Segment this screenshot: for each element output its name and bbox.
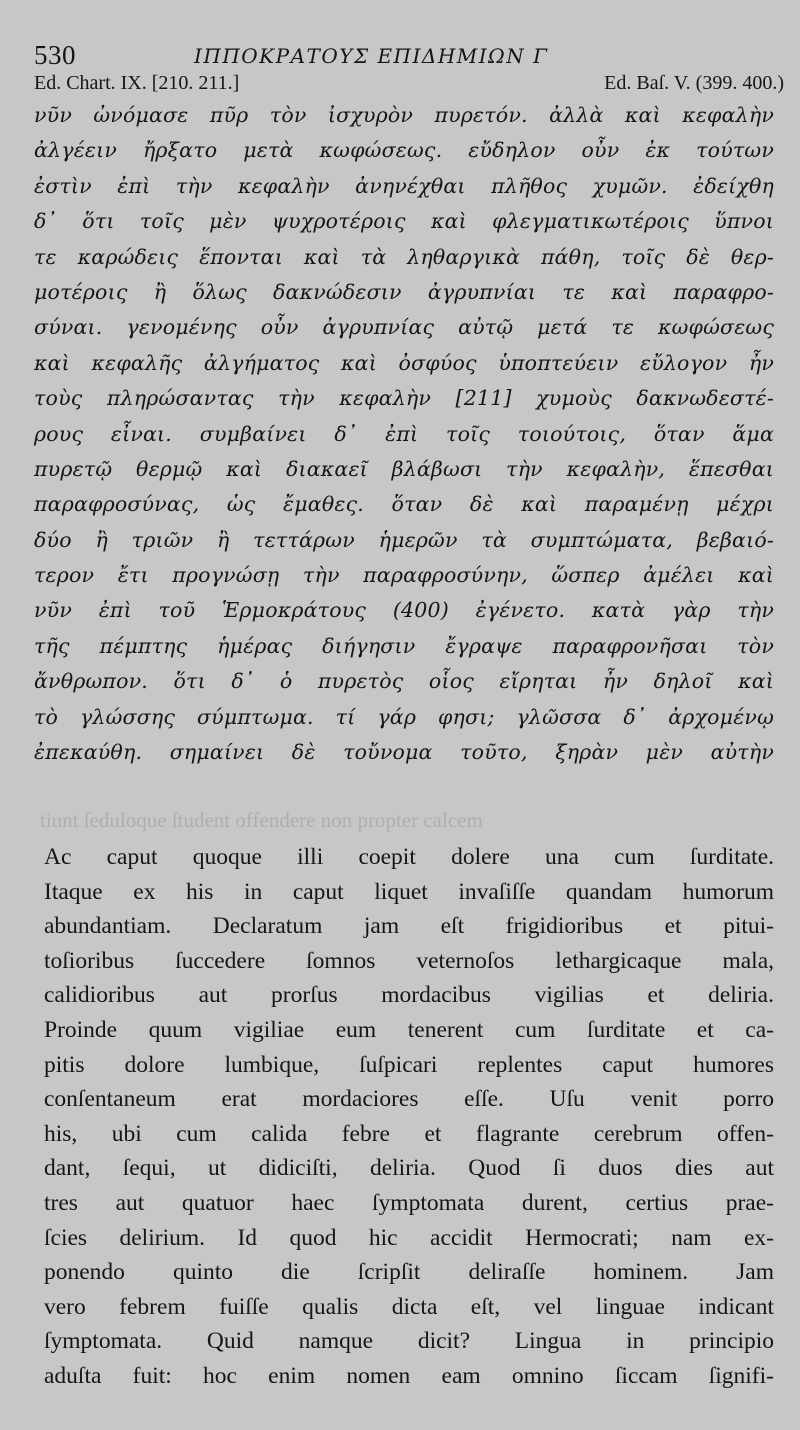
greek-text-line: ρους εἶναι. συμβαίνει δ᾽ ἐπὶ τοῖς τοιούτοις, ὅταν ἅμα [34, 421, 774, 446]
greek-text-column [34, 98, 774, 770]
latin-text-line: his, ubi cum calida febre et flagrante cerebrum offen- [44, 1120, 774, 1147]
greek-text-line: πυρετῷ θερμῷ καὶ διακαεῖ βλάβωσι τὴν κεφαλὴν, ἕπεσθαι [34, 456, 774, 481]
greek-text-line: ἐπεκαύθη. σημαίνει δὲ τοὔνομα τοῦτο, ξηρὰν μὲν αὐτὴν [34, 740, 774, 765]
latin-text-column [44, 840, 774, 1394]
greek-text-line: τῆς πέμπτης ἡμέρας διήγησιν ἔγραψε παραφρονῆσαι τὸν [34, 633, 774, 658]
latin-text-line: abundantiam. Declaratum jam eſt frigidioribus et pitui- [44, 913, 774, 940]
page-number: 530 [34, 40, 76, 70]
greek-text-line: τοὺς πληρώσαντας τὴν κεφαλὴν [211] χυμοὺς δακνωδεστέ- [34, 386, 774, 411]
latin-text-line: ſcies delirium. Id quod hic accidit Hermocrati; nam ex- [44, 1224, 774, 1251]
page-header [34, 40, 774, 70]
latin-text-line: toſioribus ſuccedere ſomnos veternoſos lethargicaque mala, [44, 947, 774, 974]
greek-text-line: παραφροσύνας, ὡς ἔμαθες. ὅταν δὲ καὶ παραμένῃ μέχρι [34, 492, 774, 517]
edition-basel-reference: Ed. Baſ. V. (399. 400.) [604, 72, 784, 94]
bleed-through-text: tiunt ſeduloque ſtudent offendere non propter calcem [40, 808, 483, 832]
greek-text-line: νῦν ὠνόμασε πῦρ τὸν ἰσχυρὸν πυρετόν. ἀλλὰ καὶ κεφαλὴν [34, 103, 774, 127]
latin-text-line: Itaque ex his in caput liquet invaſiſſe quandam humorum [44, 878, 774, 905]
latin-text-line: pitis dolore lumbique, ſuſpicari replentes caput humores [44, 1051, 774, 1078]
greek-text-line: τὸ γλώσσης σύμπτωμα. τί γάρ φησι; γλῶσσα δ᾽ ἀρχομένῳ [34, 704, 774, 729]
greek-text-line: δ᾽ ὅτι τοῖς μὲν ψυχροτέροις καὶ φλεγματικωτέροις ὕπνοι [34, 209, 774, 234]
latin-text-line: aduſta fuit: hoc enim nomen eam omnino ſiccam ſignifi- [44, 1362, 774, 1389]
latin-text-line: conſentaneum erat mordaciores eſſe. Uſu venit porro [44, 1086, 774, 1113]
latin-text-line: vero febrem fuiſſe qualis dicta eſt, vel linguae indicant [44, 1293, 774, 1320]
latin-text-line: Ac caput quoque illi coepit dolere una cum ſurditate. [44, 844, 774, 870]
latin-text-line: ponendo quinto die ſcripſit deliraſſe hominem. Jam [44, 1259, 774, 1286]
edition-references [34, 72, 784, 100]
greek-text-line: τερον ἔτι προγνώσῃ τὴν παραφροσύνην, ὥσπερ ἀμέλει καὶ [34, 563, 774, 588]
greek-text-line: καὶ κεφαλῆς ἀλγήματος καὶ ὀσφύος ὑποπτεύειν εὔλογον ἦν [34, 350, 774, 375]
greek-text-line: μοτέροις ἢ ὅλως δακνώδεσιν ἀγρυπνίαι τε καὶ παραφρο- [34, 279, 774, 304]
greek-text-line: ἐστὶν ἐπὶ τὴν κεφαλὴν ἀνηνέχθαι πλῆθος χυμῶν. ἐδείχθη [34, 173, 774, 198]
greek-text-line: ἀλγέειν ἤρξατο μετὰ κωφώσεως. εὔδηλον οὖν ἐκ τούτων [34, 138, 774, 163]
latin-text-line: dant, ſequi, ut didiciſti, deliria. Quod ſi duos dies aut [44, 1155, 774, 1182]
latin-text-line: Proinde quum vigiliae eum tenerent cum ſurditate et ca- [44, 1016, 774, 1043]
greek-text-line: δύο ἢ τριῶν ἢ τεττάρων ἡμερῶν τὰ συμπτώματα, βεβαιό- [34, 527, 774, 552]
latin-text-line: tres aut quatuor haec ſymptomata durent, certius prae- [44, 1189, 774, 1216]
running-title: ΙΠΠΟΚΡΑΤΟΥΣ ΕΠΙΔΗΜΙΩΝ Γ [194, 44, 549, 68]
greek-text-line: νῦν ἐπὶ τοῦ Ἑρμοκράτους (400) ἐγένετο. κατὰ γὰρ τὴν [34, 598, 774, 623]
latin-text-line: calidioribus aut prorſus mordacibus vigilias et deliria. [44, 982, 774, 1009]
latin-text-line: ſymptomata. Quid namque dicit? Lingua in principio [44, 1328, 774, 1355]
greek-text-line: ἄνθρωπον. ὅτι δ᾽ ὁ πυρετὸς οἷος εἴρηται ἦν δηλοῖ καὶ [34, 669, 774, 694]
edition-chartier-reference: Ed. Chart. IX. [210. 211.] [34, 72, 240, 94]
greek-text-line: σύναι. γενομένης οὖν ἀγρυπνίας αὐτῷ μετά τε κωφώσεως [34, 315, 774, 340]
greek-text-line: τε καρώδεις ἕπονται καὶ τὰ ληθαργικὰ πάθη, τοῖς δὲ θερ- [34, 244, 774, 269]
